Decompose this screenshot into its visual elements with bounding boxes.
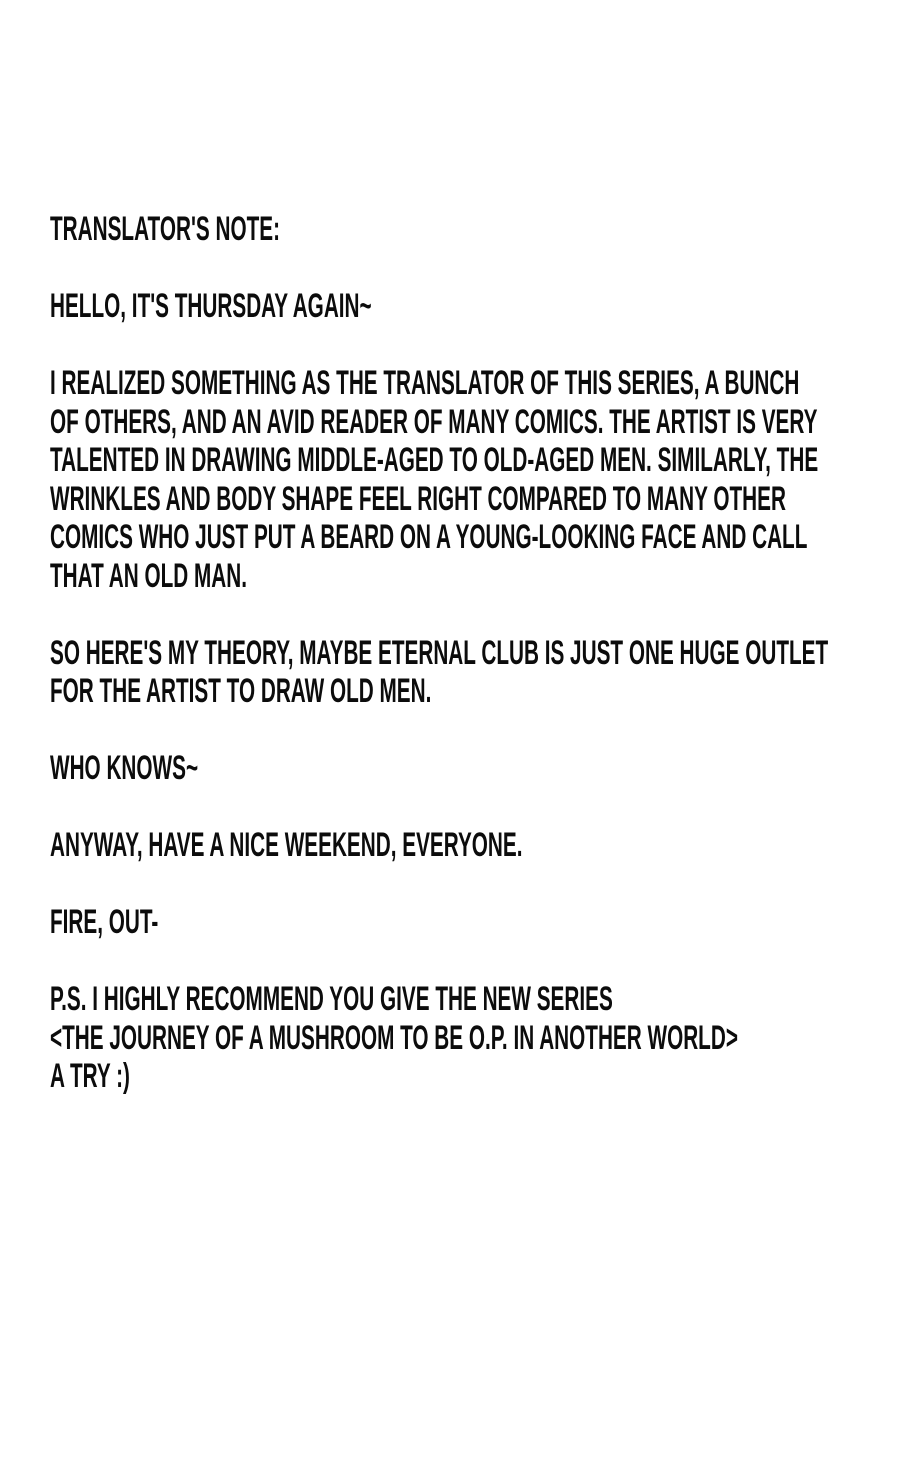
note-line: OF OTHERS, AND AN AVID READER OF MANY COMICS. THE ARTIST IS VERY <box>50 402 818 441</box>
note-line: <THE JOURNEY OF A MUSHROOM TO BE O.P. IN ANOTHER WORLD> <box>50 1018 738 1057</box>
note-line: I REALIZED SOMETHING AS THE TRANSLATOR OF THIS SERIES, A BUNCH <box>50 364 800 402</box>
note-paragraph-greeting <box>50 287 828 326</box>
note-line: P.S. I HIGHLY RECOMMEND YOU GIVE THE NEW SERIES <box>50 980 613 1018</box>
note-line: FOR THE ARTIST TO DRAW OLD MEN. <box>50 672 432 710</box>
note-paragraph-theory <box>50 634 828 711</box>
note-paragraph-signoff <box>50 903 828 942</box>
note-line: TRANSLATOR'S NOTE: <box>50 210 280 248</box>
note-line: SO HERE'S MY THEORY, MAYBE ETERNAL CLUB IS JUST ONE HUGE OUTLET <box>50 633 829 672</box>
note-line: WRINKLES AND BODY SHAPE FEEL RIGHT COMPARED TO MANY OTHER <box>50 479 786 518</box>
note-line: A TRY :) <box>50 1057 130 1095</box>
note-line: TALENTED IN DRAWING MIDDLE-AGED TO OLD-AGED MEN. SIMILARLY, THE <box>50 441 819 479</box>
note-line: COMICS WHO JUST PUT A BEARD ON A YOUNG-LOOKING FACE AND CALL <box>50 518 808 556</box>
note-line: THAT AN OLD MAN. <box>50 556 248 595</box>
note-line: HELLO, IT'S THURSDAY AGAIN~ <box>50 287 372 325</box>
note-line: FIRE, OUT- <box>50 903 159 941</box>
note-text-block <box>50 210 828 1096</box>
note-paragraph-who-knows <box>50 749 828 788</box>
note-paragraph-observation <box>50 364 828 595</box>
note-paragraph-title <box>50 210 828 249</box>
note-line: ANYWAY, HAVE A NICE WEEKEND, EVERYONE. <box>50 826 523 864</box>
note-paragraph-farewell <box>50 826 828 865</box>
note-paragraph-postscript <box>50 980 828 1096</box>
note-line: WHO KNOWS~ <box>50 749 199 787</box>
